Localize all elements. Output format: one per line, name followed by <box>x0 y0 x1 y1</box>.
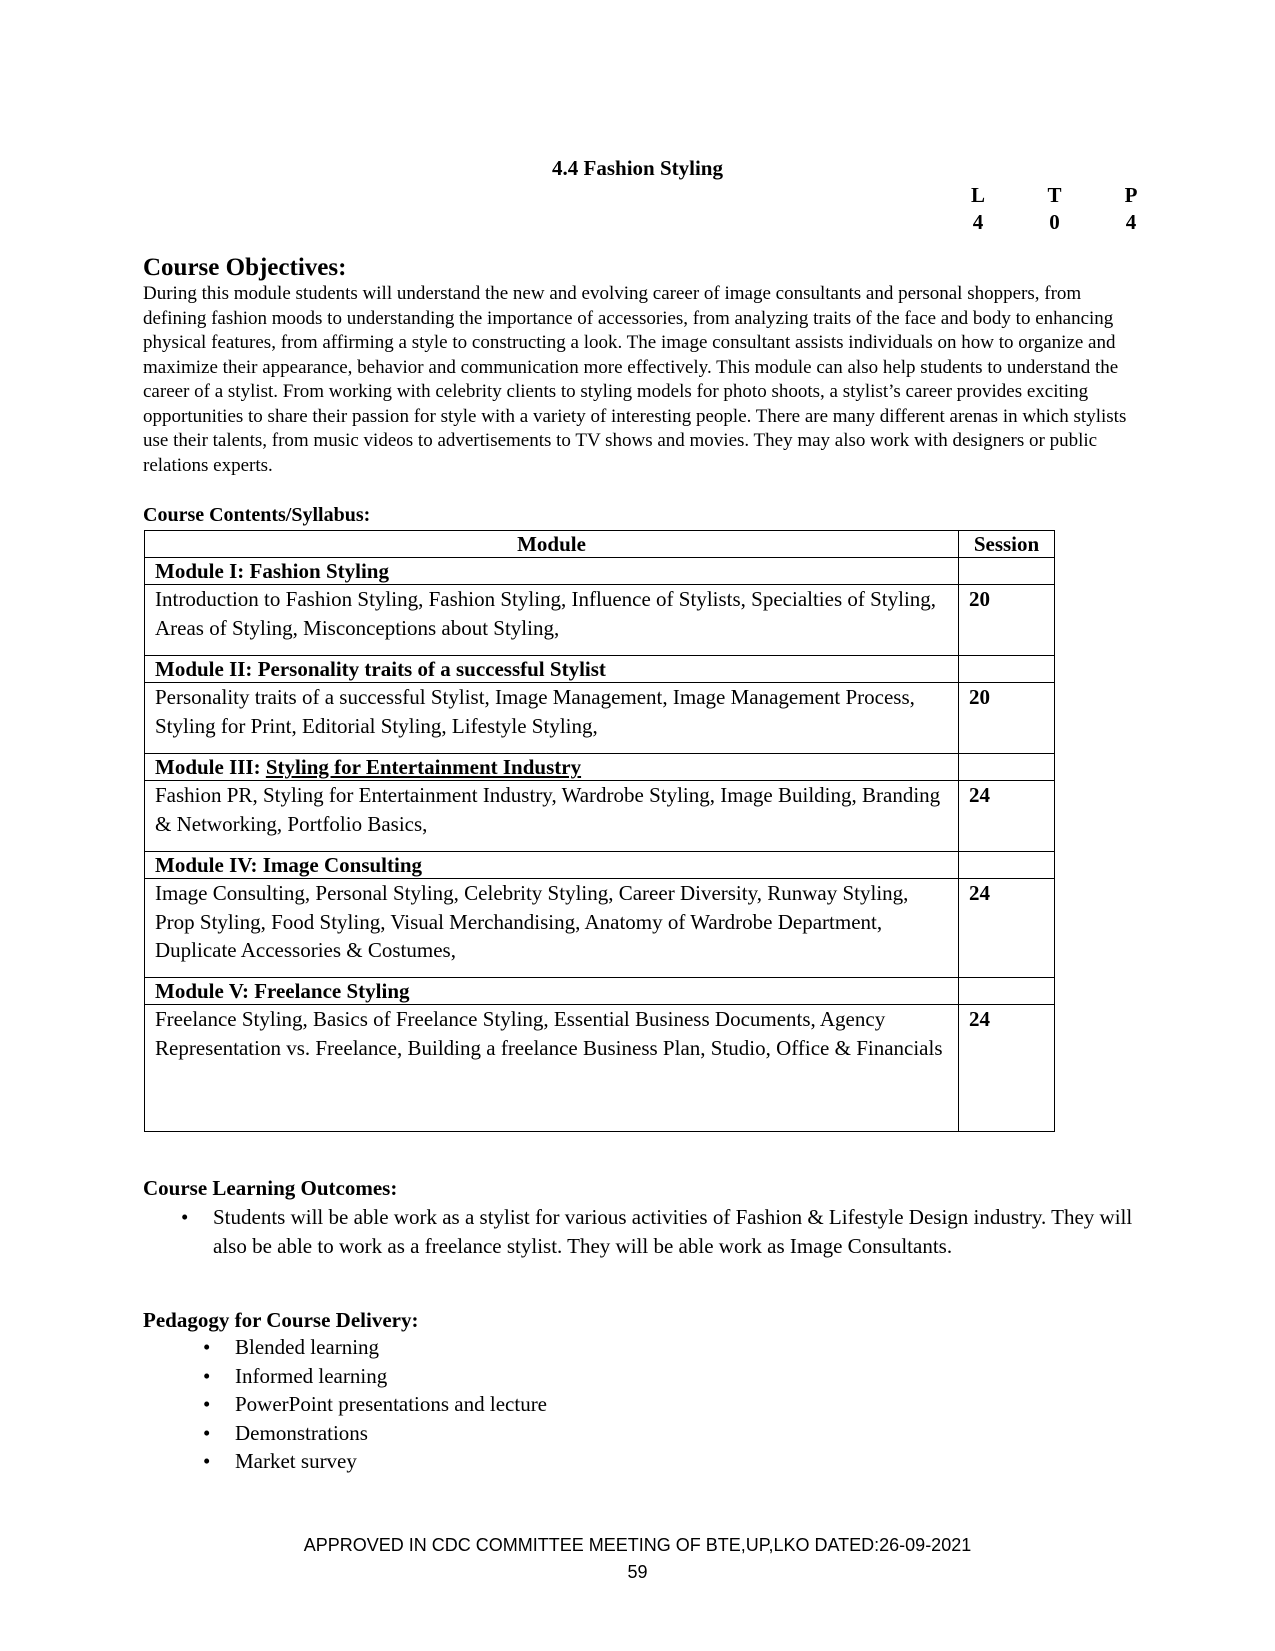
module-prefix: Module I: <box>155 559 250 583</box>
module-title <box>145 656 959 683</box>
ltp-label-p: P <box>1124 183 1138 207</box>
module-title-row <box>145 558 1055 585</box>
module-session: 24 <box>959 879 1055 978</box>
module-title <box>145 754 959 781</box>
module-session: 20 <box>959 585 1055 656</box>
module-prefix: Module II: <box>155 657 258 681</box>
syllabus-table <box>144 530 1055 1132</box>
ltp-value-t: 0 <box>1049 210 1060 234</box>
module-name: Image Consulting <box>262 853 423 877</box>
module-name: Freelance Styling <box>254 979 410 1003</box>
module-title-session-cell <box>959 656 1055 683</box>
list-item: • Demonstrations <box>235 1419 935 1448</box>
module-name: Styling for Entertainment Industry <box>265 755 582 779</box>
table-header-row <box>145 531 1055 558</box>
module-title-row <box>145 978 1055 1005</box>
list-item: • Market survey <box>235 1447 935 1476</box>
course-title: 4.4 Fashion Styling <box>552 156 723 180</box>
ltp-values-row <box>968 209 1141 236</box>
column-header-module: Module <box>145 531 959 558</box>
module-content-row <box>145 585 1055 656</box>
module-content-row <box>145 781 1055 852</box>
module-session: 24 <box>959 1005 1055 1132</box>
ltp-label-t: T <box>1047 183 1062 207</box>
module-title <box>145 978 959 1005</box>
module-content-row <box>145 1005 1055 1132</box>
module-title-row <box>145 656 1055 683</box>
module-title-session-cell <box>959 978 1055 1005</box>
objectives-heading: Course Objectives: <box>143 254 347 281</box>
module-session: 20 <box>959 683 1055 754</box>
module-content: Fashion PR, Styling for Entertainment Industry, Wardrobe Styling, Image Building, Branding & Networking, Portfolio Basics, <box>145 781 959 852</box>
module-content-row <box>145 683 1055 754</box>
module-title <box>145 558 959 585</box>
module-title-session-cell <box>959 558 1055 585</box>
outcomes-heading: Course Learning Outcomes: <box>143 1176 398 1200</box>
module-content: Personality traits of a successful Stylist, Image Management, Image Management Process, Styling for Print, Editorial Styling, Lifestyle Styling, <box>145 683 959 754</box>
module-prefix: Module V: <box>155 979 255 1003</box>
column-header-session: Session <box>959 531 1055 558</box>
ltp-value-p: 4 <box>1125 210 1137 234</box>
list-item: • Students will be able work as a stylist for various activities of Fashion & Lifestyle Design industry. They will also be able to work as a freelance stylist. They will be able work as Image Consultants. <box>213 1203 1153 1260</box>
pedagogy-heading: Pedagogy for Course Delivery: <box>143 1308 419 1332</box>
module-title-row <box>145 852 1055 879</box>
syllabus-heading: Course Contents/Syllabus: <box>143 504 371 526</box>
page-number: 59 <box>627 1562 648 1582</box>
module-session: 24 <box>959 781 1055 852</box>
ltp-labels-row <box>968 182 1141 209</box>
list-item: • PowerPoint presentations and lecture <box>235 1390 935 1419</box>
objectives-text: During this module students will understand the new and evolving career of image consultants and personal shoppers, from defining fashion moods to understanding the importance of accessories, from analyzing traits of the face and body to enhancing physical features, from affirming a style to constructing a look. The image consultant assists individuals on how to organize and maximize their appearance, behavior and communication more effectively. This module can also help students to understand the career of a stylist. From working with celebrity clients to styling models for photo shoots, a stylist’s career provides exciting opportunities to share their passion for style with a variety of interesting people. There are many different arenas in which stylists use their talents, from music videos to advertisements to TV shows and movies. They may also work with designers or public relations experts. <box>143 283 1127 476</box>
approval-footer: APPROVED IN CDC COMMITTEE MEETING OF BTE,UP,LKO DATED:26-09-2021 <box>303 1535 972 1555</box>
module-content: Freelance Styling, Basics of Freelance Styling, Essential Business Documents, Agency Representation vs. Freelance, Building a freelance Business Plan, Studio, Office & Financials <box>145 1005 959 1132</box>
ltp-credits <box>968 182 1141 236</box>
module-title-session-cell <box>959 754 1055 781</box>
module-content-row <box>145 879 1055 978</box>
module-content: Image Consulting, Personal Styling, Celebrity Styling, Career Diversity, Runway Styling, Prop Styling, Food Styling, Visual Merchandising, Anatomy of Wardrobe Department, Duplicate Accessories & Costumes, <box>145 879 959 978</box>
ltp-label-l: L <box>970 183 985 207</box>
module-title <box>145 852 959 879</box>
module-name: Fashion Styling <box>249 559 389 583</box>
ltp-value-l: 4 <box>972 210 984 234</box>
module-content: Introduction to Fashion Styling, Fashion Styling, Influence of Stylists, Specialties of Styling, Areas of Styling, Misconceptions about Styling, <box>145 585 959 656</box>
module-prefix: Module III: <box>155 755 266 779</box>
pedagogy-list <box>235 1333 935 1476</box>
module-name: Personality traits of a successful Stylist <box>257 657 606 681</box>
module-prefix: Module IV: <box>155 853 263 877</box>
list-item: • Blended learning <box>235 1333 935 1362</box>
module-title-session-cell <box>959 852 1055 879</box>
module-title-row <box>145 754 1055 781</box>
outcomes-list <box>213 1203 1153 1260</box>
list-item: • Informed learning <box>235 1362 935 1391</box>
